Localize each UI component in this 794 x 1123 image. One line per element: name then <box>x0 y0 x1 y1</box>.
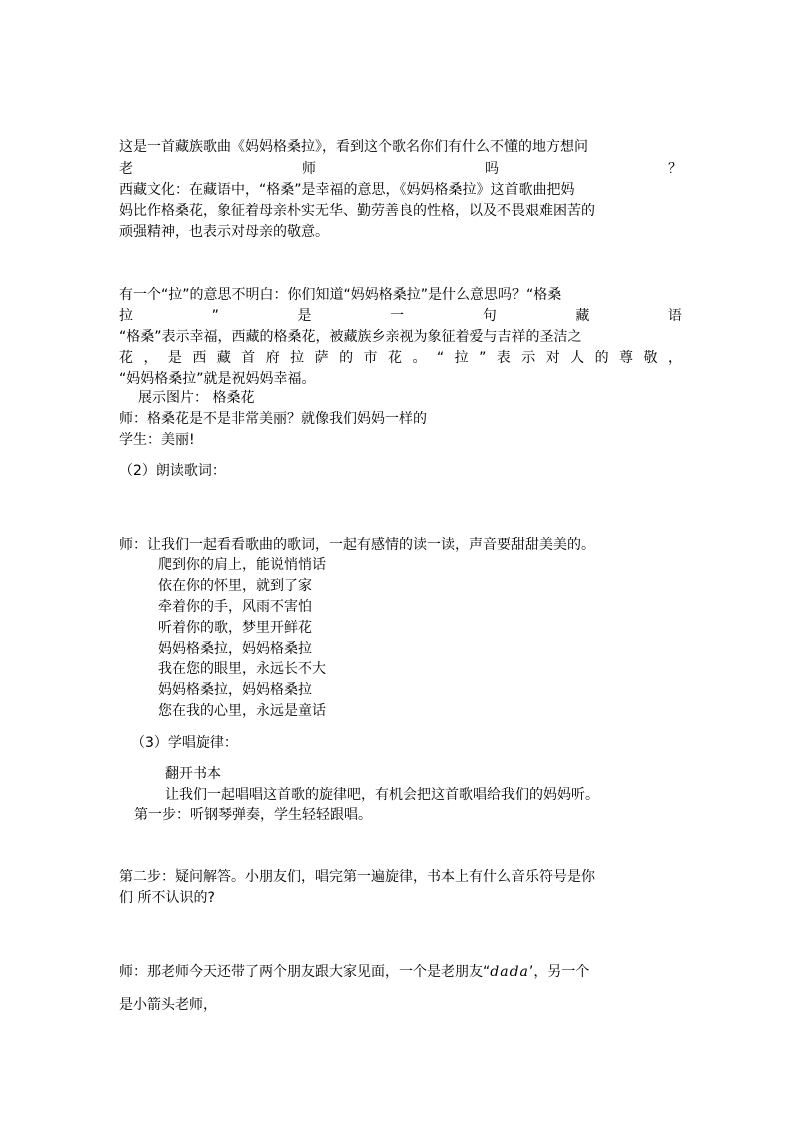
lyric-line: 依在你的怀里，就到了家 <box>158 578 312 594</box>
teacher-question: 师：格桑花是不是非常美丽？就像我们妈妈一样的 <box>119 411 427 427</box>
paragraph-culture-line: 顽强精神，也表示对母亲的敬意。 <box>119 224 329 240</box>
step-two-line: 们 所不认识的? <box>119 890 215 906</box>
section-heading-reading: （2）朗读歌词： <box>119 463 226 479</box>
char: 首 <box>241 350 256 366</box>
justified-line <box>119 159 682 179</box>
open-book-line: 翻开书本 <box>165 766 221 782</box>
char: 是 <box>167 350 182 366</box>
lyric-line: 妈妈格桑拉，妈妈格桑拉 <box>158 682 312 698</box>
char: ” <box>479 350 487 366</box>
char: 花 <box>387 350 402 366</box>
char: 对 <box>545 350 560 366</box>
teacher-lyrics-intro: 师：让我们一起看看歌曲的歌词，一起有感情的读一读，声音要甜甜美美的。 <box>119 537 595 553</box>
char: 人 <box>570 350 585 366</box>
char: ” <box>211 308 219 324</box>
friends-text: ’，另一个 <box>528 964 590 980</box>
char: ？ <box>668 161 682 177</box>
dada-word: dada <box>490 964 529 980</box>
char: 尊 <box>619 350 634 366</box>
char: 萨 <box>314 350 329 366</box>
char: 藏 <box>216 350 231 366</box>
char: 的 <box>339 350 354 366</box>
char: 拉 <box>119 308 133 324</box>
lyric-line: 妈妈格桑拉，妈妈格桑拉 <box>158 641 312 657</box>
paragraph-culture-line: 西藏文化：在藏语中，“格桑”是幸福的意思，《妈妈格桑拉》这首歌曲把妈 <box>119 182 575 198</box>
char: 藏 <box>575 308 590 324</box>
show-picture-line: 展示图片： 格桑花 <box>138 390 255 406</box>
char: 老 <box>119 161 133 177</box>
char: 表 <box>496 350 511 366</box>
char: 市 <box>363 350 378 366</box>
char: 吗 <box>485 161 499 177</box>
char: 一 <box>390 308 405 324</box>
char: 拉 <box>454 350 469 366</box>
char: 拉 <box>290 350 305 366</box>
char: 示 <box>521 350 536 366</box>
char: 西 <box>192 350 207 366</box>
char: 敬 <box>643 350 658 366</box>
char: ， <box>143 350 158 366</box>
char: 。 <box>412 350 427 366</box>
char: 是 <box>297 308 312 324</box>
paragraph-la-line: 有一个“拉”的意思不明白：你们知道“妈妈格桑拉”是什么意思吗？“格桑 <box>119 287 562 303</box>
friends-line <box>119 962 589 982</box>
char: “ <box>436 350 445 366</box>
lyric-line: 我在您的眼里，永远长不大 <box>158 661 326 677</box>
justified-line <box>119 348 682 368</box>
char: 语 <box>667 308 682 324</box>
lyric-line: 爬到你的肩上，能说悄悄话 <box>158 557 326 573</box>
justified-line <box>119 306 682 326</box>
friends-line-2: 是小箭头老师， <box>119 997 217 1013</box>
paragraph-culture-line: 妈比作格桑花，象征着母亲朴实无华、勤劳善良的性格，以及不畏艰难困苦的 <box>119 203 595 219</box>
student-answer: 学生：美丽! <box>119 432 195 448</box>
section-heading-melody: （3）学唱旋律： <box>131 735 238 751</box>
lyric-line: 牵着你的手，风雨不害怕 <box>158 599 312 615</box>
lyric-line: 听着你的歌，梦里开鲜花 <box>158 620 312 636</box>
sing-melody-line: 让我们一起唱唱这首歌的旋律吧，有机会把这首歌唱给我们的妈妈听。 <box>165 787 599 803</box>
char: 句 <box>482 308 497 324</box>
char: 府 <box>265 350 280 366</box>
char: 花 <box>119 350 133 366</box>
step-one-line: 第一步：听钢琴弹奏，学生轻轻跟唱。 <box>134 807 372 823</box>
paragraph-la-line: “格桑”表示幸福，西藏的格桑花，被藏族乡亲视为象征着爱与吉祥的圣洁之 <box>119 329 582 345</box>
char: ， <box>667 350 682 366</box>
paragraph-intro-line: 这是一首藏族歌曲《妈妈格桑拉》，看到这个歌名你们有什么不懂的地方想问 <box>119 139 588 155</box>
char: 的 <box>594 350 609 366</box>
step-two-line: 第二步：疑问解答。小朋友们，唱完第一遍旋律，书本上有什么音乐符号是你 <box>119 869 595 885</box>
lyric-line: 您在我的心里，永远是童话 <box>158 703 326 719</box>
char: 师 <box>302 161 316 177</box>
friends-text: 师：那老师今天还带了两个朋友跟大家见面，一个是老朋友“ <box>119 964 491 980</box>
paragraph-la-line: “妈妈格桑拉”就是祝妈妈幸福。 <box>119 371 316 387</box>
